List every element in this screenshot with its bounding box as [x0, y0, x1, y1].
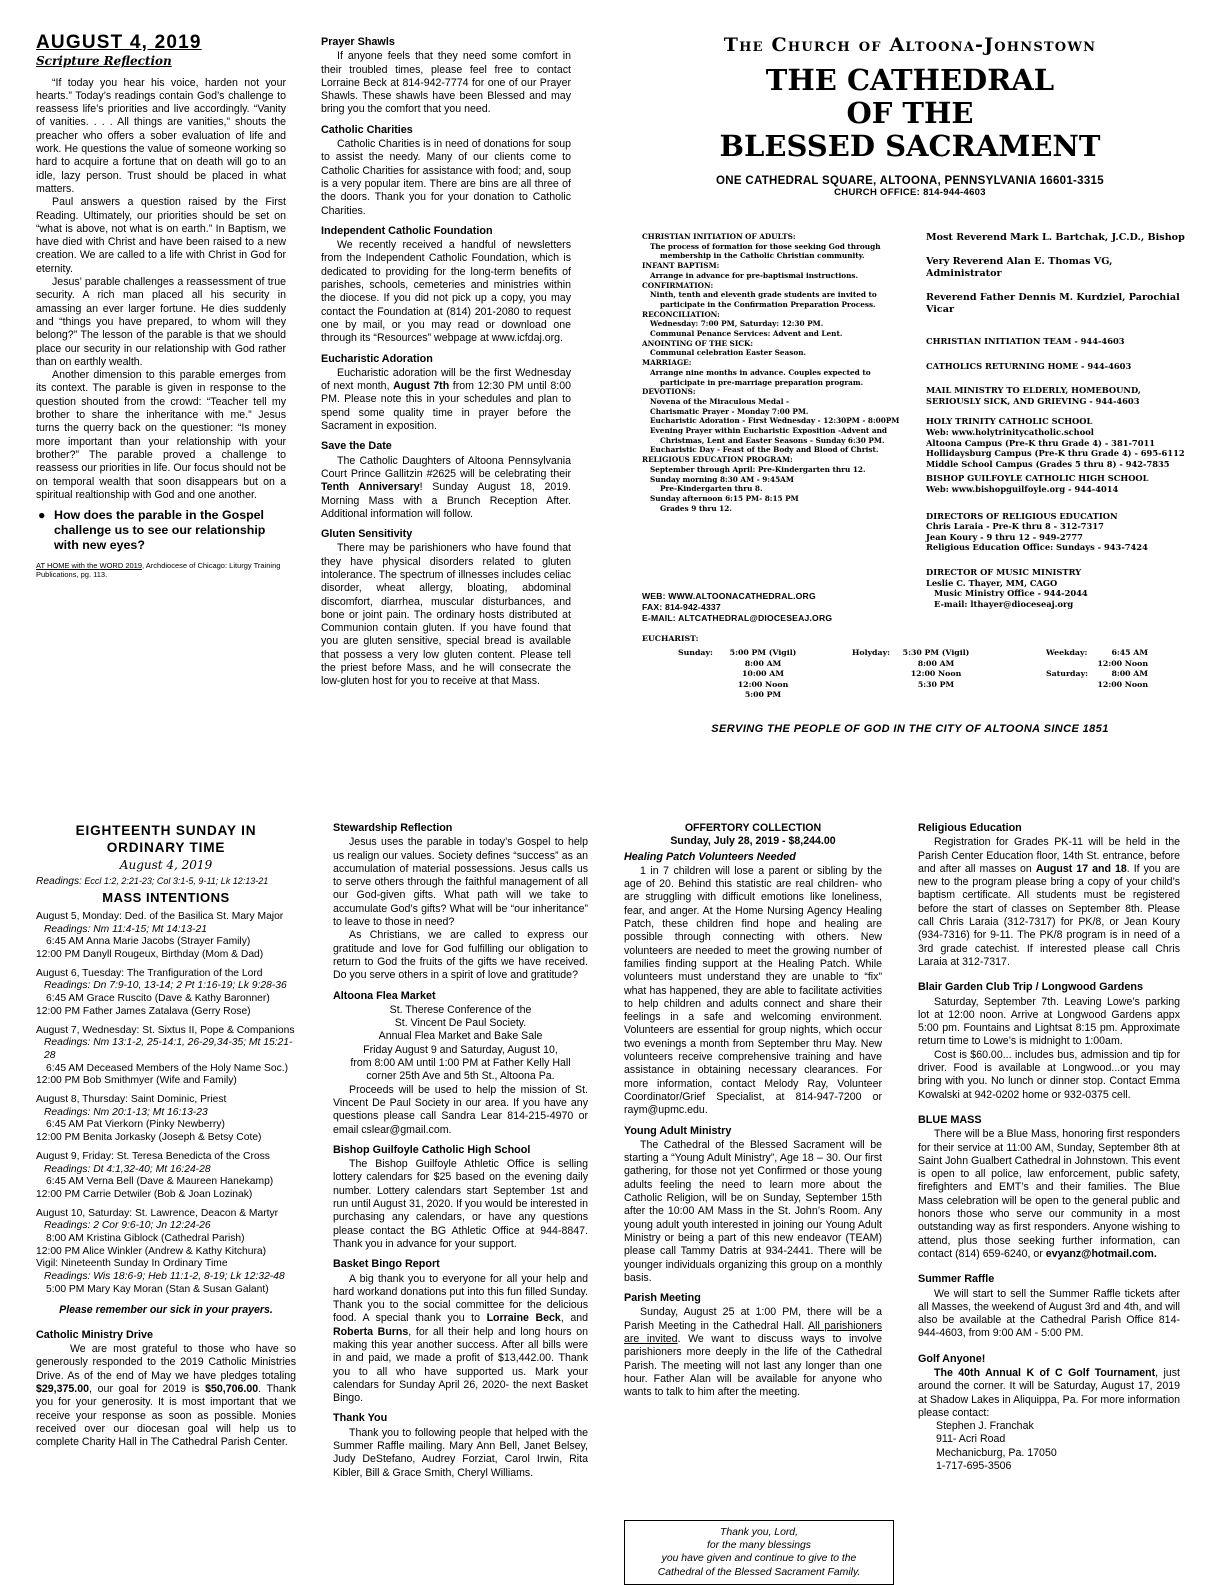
info-detail: participate in pre-marriage preparation program.: [660, 377, 864, 387]
section-heading: Summer Raffle: [918, 1273, 995, 1286]
info-detail: Ninth, tenth and eleventh grade students are invited to: [650, 290, 877, 300]
mass-time: 5:00 PM: [744, 690, 782, 700]
mass-time-intention: 6:45 AM Deceased Members of the Holy Name Soc.): [46, 1062, 289, 1074]
church-name: The Church of Altoona-Johnstown: [723, 34, 1097, 56]
section-heading: Thank You: [333, 1412, 388, 1425]
mass-time-intention: 12:00 PM Bob Smithmyer (Wife and Family): [36, 1075, 237, 1087]
sunday-title: EIGHTEENTH SUNDAY IN ORDINARY TIME: [75, 823, 257, 855]
clergy-vicar: Reverend Father Dennis M. Kurdziel, Parochial Vicar: [926, 292, 1180, 315]
info-category: ANOINTING OF THE SICK:: [642, 338, 754, 348]
info-detail: Wednesday: 7:00 PM, Saturday: 12:30 PM.: [650, 319, 824, 329]
mass-time: 10:00 AM: [742, 669, 784, 679]
info-detail: Evening Prayer within Eucharistic Exposition -Advent and: [650, 426, 887, 436]
section-heading: Stewardship Reflection: [333, 822, 453, 834]
info-detail: Communal celebration Easter Season.: [650, 348, 807, 358]
mass-intention-list: [36, 911, 296, 1297]
info-detail: Charismatic Prayer - Monday 7:00 PM.: [650, 406, 809, 416]
mass-day-title: August 10, Saturday: St. Lawrence, Deacon & Martyr: [36, 1207, 279, 1219]
section-text: Saturday, September 7th. Leaving Lowe’s parking lot at 12:00 noon. Arrive at Longwood Gardens appx 5:00 pm. Fountains and Lightsat 8:15 pm. Approximate return time to Lowe’s is midnight to 1:00am.: [918, 995, 1180, 1048]
thank-you-box: Thank you, Lord, for the many blessings you have given and continue to give to the Cathedral of the Blessed Sacrament Family.: [624, 1520, 894, 1585]
sunday-readings: Readings: Eccl 1:2, 2:21-23; Col 3:1-5, 9-11; Lk 12:13-21: [36, 876, 269, 888]
religious-education-column: [918, 822, 1180, 1473]
info-category: INFANT BAPTISM:: [642, 261, 720, 271]
music-contact: E-mail: lthayer@dioceseaj.org: [934, 598, 1074, 609]
info-detail: Communal Penance Services: Advent and Lent.: [650, 329, 843, 339]
section-heading: Catholic Ministry Drive: [36, 1328, 153, 1341]
section-text: The Catholic Daughters of Altoona Pennsylvania Court Prince Gallitzin #2625 will be celebrating their Tenth Anniversary! Sunday August 18, 2019. Morning Mass with a Brunch Reception After. Additional information will follow.: [321, 454, 572, 520]
mass-time: 8:00 AM: [917, 658, 955, 668]
mass-day-readings: Readings: Nm 20:1-13; Mt 16:13-23: [44, 1106, 208, 1118]
section-heading: Altoona Flea Market: [333, 989, 436, 1002]
mass-time: 12:00 Noon: [737, 679, 789, 689]
reflection-paragraph: Paul answers a question raised by the First Reading. Ultimately, our priorities should be set on “what is above, not what is on earth.” In Baptism, we have died with Christ and have been raised to a new creation. We are called to a life with Christ in God for eternity.: [36, 196, 286, 275]
info-detail: Arrange in advance for pre-baptismal instructions.: [650, 270, 859, 280]
mass-time-intention: Vigil: Nineteenth Sunday In Ordinary Time: [36, 1258, 228, 1270]
section-heading: Independent Catholic Foundation: [321, 224, 493, 237]
mass-intention-day: [36, 911, 296, 962]
mass-time-intention: 5:00 PM Mary Kay Moran (Stan & Susan Galant): [46, 1283, 269, 1295]
holy-trinity-school: HOLY TRINITY CATHOLIC SCHOOL: [926, 416, 1093, 427]
announcements-column-bottom: Stewardship Reflection Jesus uses the parable in today’s Gospel to help us realign our values. Society defines “success” as an accumulation of material possessions. Jesus calls us to serve others through the faithful management of all our God-given gifts. What path will we take to accumulate God’s gifts? What will be “our inheritance” to leave to those in need? As Christians, we are called to express our gratitude and love for God fulfilling our obligation to return to God the fruits of the gifts we have received. Do you serve others in a spirit of love and gratitude? Altoona Flea Market St. Therese Conference of the St. Vincent De Paul Society. Annual Flea Market and Bake Sale Friday August 9 and Saturday, August 10, from 8:00 AM until 1:00 PM at Father Kelly Hall corner 25th Ave and 5th St., Altoona Pa. Proceeds will be used to help the mission of St. Vincent De Paul Society in our area. If you have any questions please call Sandra Lear 814-215-4970 or email cslear@gmail.com. Bishop Guilfoyle Catholic High School The Bishop Guilfoyle Athletic Office is selling lottery calendars for $25 based on the evening daily number. Lottery calendars start September 1st and run until August 31, 2020. If you would be interested in purchasing any calendars, or have any questions please contact the BG Athletic Office at 944-8847. Thank you in advance for your support. Basket Bingo Report A big thank you to everyone for all your help and hard workand donations put into this fun filled Sunday. Thank you to the social committee for the delicious food. A special thank you to Lorraine Beck, and Roberta Burns, for all their help and long hours on making this year another success. After all bills were in and paid, we made a profit of $13,442.00. Thank you to all who have supported us. Mark your calendars for Sunday April 26, 2020- the next Basket Bingo. Thank You Thank you to following people that helped with the Summer Raffle mailing. Mary Ann Bell, Janet Belsey, Judy DeStefano, Audrey Forziat, Carol Irwin, Rita Kibler, Bill & Grace Smith, Cheryl Williams.: [333, 822, 589, 1479]
mass-time-intention: 12:00 PM Danyll Rougeux, Birthday (Mom & Dad): [36, 949, 264, 960]
mass-day-title: August 5, Monday: Ded. of the Basilica St. Mary Major: [36, 910, 284, 922]
info-detail: Sunday afternoon 6:15 PM- 8:15 PM: [650, 493, 799, 503]
staff-directory: [926, 232, 1188, 609]
mass-day-title: August 7, Wednesday: St. Sixtus II, Pope & Companions: [36, 1024, 295, 1036]
sunday-times: [720, 648, 806, 700]
section-heading: Blair Garden Club Trip / Longwood Gardens: [918, 981, 1143, 994]
holyday-times: [896, 648, 976, 690]
music-contact: Leslie C. Thayer, MM, CAGO: [926, 577, 1058, 588]
mass-time: 5:30 PM: [917, 679, 955, 689]
mass-time-intention: 12:00 PM Father James Zatalava (Gerry Rose): [36, 1005, 251, 1017]
mass-time: 12:00 Noon: [1097, 658, 1148, 668]
section-text: Sunday, August 25 at 1:00 PM, there will be a Parish Meeting in the Cathedral Hall. All parishioners are invited. We want to discuss ways to involve parishioners more deeply in the life of the Cathedral Parish. The meeting will not last any longer than one hour. Father Alan will be available for anyone who wants to talk to him after the meeting.: [624, 1306, 882, 1399]
dre-heading: DIRECTORS OF RELIGIOUS EDUCATION: [926, 510, 1118, 521]
section-text: Catholic Charities is in need of donations for soup to assist the needy. Many of our clients come to Catholic Charities for assistance with food; and, soup is a very popular item. There are bins are all three of the doors. Thank you for your donation to Catholic Charities.: [321, 138, 571, 217]
reflection-paragraph: Jesus’ parable challenges a reassessment of true security. A rich man placed all his security in amassing an ever larger fortune. He dies suddenly and “things you have prepared, to whom will they belong?” The lesson of the parable is that we should place our security in our relationship with God rather than on earthly wealth.: [36, 276, 286, 368]
contact-web: [642, 591, 832, 624]
section-heading: Catholic Charities: [321, 123, 413, 136]
info-detail: September through April: Pre-Kindergarten thru 12.: [650, 464, 866, 474]
section-text: There will be a Blue Mass, honoring first responders for their service at 11:00 AM, Sunday, September 8th at Saint John Gualbert Cathedral in Johnstown. This event is open to all police, law enforcement, public safety, firefighters and EMT’s and their families. The Blue Mass celebration will be open to the general public and honors those who serve our community in a most outstanding way as first responders. Anyone wishing to attend, plus those seeking further information, can contact (814) 659-6240, or evyanz@hotmail.com.: [918, 1128, 1180, 1260]
dre-contact: Jean Koury - 9 thru 12 - 949-2777: [926, 531, 1083, 542]
mass-time-intention: 8:00 AM Kristina Giblock (Cathedral Parish): [46, 1233, 245, 1245]
section-text: We are most grateful to those who have so generously responded to the 2019 Catholic Ministries Drive. As of the end of May we have pledges totaling $29,375.00, our goal for 2019 is $50,706.00. Thank you for your generosity. It is most important that we receive your response as soon as possible. Monies received over our diocesan goal will help us to complete Charity Hall in The Cathedral Parish Center.: [36, 1343, 296, 1449]
office-phone: CHURCH OFFICE: 814-944-4603: [834, 187, 986, 198]
info-detail: Eucharistic Adoration - First Wednesday - 12:30PM - 8:00PM: [650, 416, 900, 426]
section-heading: Religious Education: [918, 822, 1022, 834]
eucharist-heading: EUCHARIST:: [642, 634, 699, 643]
info-detail: Sunday morning 8:30 AM - 9:45AM: [650, 474, 794, 484]
info-detail: Christmas, Lent and Easter Seasons - Sunday 6:30 PM.: [660, 435, 885, 445]
mass-day-title: August 8, Thursday: Saint Dominic, Priest: [36, 1094, 227, 1106]
reflection-paragraph: “If today you hear his voice, harden not your hearts.” Today’s readings contain God’s challenge to reassess life’s priorities and live accordingly. “Vanity of vanities. . . . All things are vanities,” shouts the preacher who offers a sober evaluation of life and work. He questions the value of someone working so hard to acquire a fortune that on death will go to an idle, lazy person. Trust should be placed in what matters.: [36, 76, 286, 195]
mass-time: 12:00 Noon: [910, 669, 962, 679]
mass-time-intention: 12:00 PM Carrie Detwiler (Bob & Joan Lozinak): [36, 1188, 253, 1200]
bishop-guilfoyle: BISHOP GUILFOYLE CATHOLIC HIGH SCHOOL: [926, 473, 1149, 484]
mass-intentions-column: [36, 822, 296, 1450]
mass-day-readings: Readings: Nm 11:4-15; Mt 14:13-21: [44, 923, 207, 935]
section-text: Cost is $60.00... includes bus, admission and tip for driver. Food is available at Longwood...or you may bring with you. No lunch or dinner stop. Contact Emma Kowalski at 942-0202 home or 932-0375 cell.: [918, 1048, 1180, 1101]
mass-day-title: August 6, Tuesday: The Tranfiguration of the Lord: [36, 967, 263, 979]
section-text: As Christians, we are called to express our gratitude and love for God fulfilling our obligation to return to God the fruits of the gifts we have received. Do you serve others in a spirit of love and gratitude?: [333, 929, 588, 982]
mass-intention-day: [36, 1094, 296, 1145]
info-detail: Arrange nine months in advance. Couples expected to: [650, 367, 871, 377]
bishop-guilfoyle-web: Web: www.bishopguilfoyle.org - 944-4014: [926, 483, 1119, 494]
dre-contact: Religious Education Office: Sundays - 943-7424: [926, 542, 1148, 553]
offertory-column: [624, 822, 882, 1399]
mass-intention-day: [36, 1208, 296, 1297]
dre-contact: Chris Laraia - Pre-K thru 8 - 312-7317: [926, 521, 1104, 532]
mass-time-intention: 12:00 PM Benita Jorkasky (Joseph & Betsy Cote): [36, 1132, 262, 1144]
section-text: Proceeds will be used to help the mission of St. Vincent De Paul Society in our area. If you have any questions please call Sandra Lear 814-215-4970 or email cslear@gmail.com.: [333, 1083, 588, 1136]
reflection-paragraph: Another dimension to this parable emerges from its context. The parable is given in response to the question shouted from the crowd: “Teacher tell my brother to share the inheritance with me.” Jesus turns the querry back on the questioner: “Is money more important than your relationship with your brother?” The parable proved a challenge to reassess our priorities in life. Our focus should not be on temporal wealth that soon disappears but on a spiritual realtionship with God and one another.: [36, 369, 286, 501]
section-text: We recently received a handful of newsletters from the Independent Catholic Foundation, which is dedicated to providing for the long-term benefits of parishes, schools, cemeteries and ministries within the diocese. If you did not pick up a copy, you may contact the Foundation at (814) 201-2080 to request one by mail, or you may read or download one through its “Resources” webpage at www.icfdaj.org.: [321, 239, 571, 345]
info-category: CONFIRMATION:: [642, 280, 714, 290]
mass-time: 6:45 AM: [1111, 648, 1148, 658]
section-heading: BLUE MASS: [918, 1113, 982, 1126]
section-text: Jesus uses the parable in today’s Gospel to help us realign our values. Society defines “success” as an accumulation of material possessions. Jesus calls us to serve others through the faithful management of all our God-given gifts. What path will we take to accumulate God’s gifts? What will be “our inheritance” to leave to those in need?: [333, 836, 588, 929]
section-text: The Bishop Guilfoyle Athletic Office is selling lottery calendars for $25 based on the evening daily number. Lottery calendars start September 1st and run until August 31, 2020. If you would be interested in purchasing any calendars, or have any questions please contact the BG Athletic Office at 944-8847. Thank you in advance for your support.: [333, 1158, 589, 1250]
clergy-bishop: Most Reverend Mark L. Bartchak, J.C.D., Bishop: [926, 232, 1185, 243]
mail-ministry: MAIL MINISTRY TO ELDERLY, HOMEBOUND,: [926, 385, 1141, 396]
mass-day-readings: Readings: Wis 18:6-9; Heb 11:1-2, 8-19; Lk 12:32-48: [44, 1271, 285, 1283]
campus: Altoona Campus (Pre-K thru Grade 4) - 381-7011: [926, 437, 1156, 448]
mass-time: 8:00 AM: [744, 658, 782, 668]
info-category: MARRIAGE:: [642, 358, 692, 368]
info-detail: The process of formation for those seeking God through: [650, 241, 881, 251]
section-heading: Golf Anyone!: [918, 1352, 986, 1365]
mass-intention-day: [36, 968, 296, 1019]
section-text: A big thank you to everyone for all your help and hard workand donations put into this fun filled Sunday. Thank you to the social committee for the delicious food. A special thank you to Lorraine Beck, and Roberta Burns, for all their help and long hours on making this year another success. After all bills were in and paid, we made a profit of $13,442.00. Thank you to all who have supported us. Mark your calendars for Sunday April 26, 2020- the next Basket Bingo.: [333, 1272, 589, 1405]
mass-day-readings: Readings: Dn 7:9-10, 13-14; 2 Pt 1:16-19; Lk 9:28-36: [44, 980, 287, 992]
cathedral-name: THE CATHEDRAL OF THE BLESSED SACRAMENT: [719, 63, 1101, 163]
info-detail: Grades 9 thru 12.: [660, 503, 732, 513]
info-detail: Novena of the Miraculous Medal -: [650, 396, 790, 406]
serving-tagline: SERVING THE PEOPLE OF GOD IN THE CITY OF ALTOONA SINCE 1851: [711, 723, 1109, 735]
eucharist-schedule: EUCHARIST: Sunday: 5:00 PM (Vigil) 8:00 AM 10:00 AM 12:00 Noon 5:00 PM Holyday: 5:30 PM (Vigil) 8:00 AM 12:00 Noon 5:30 PM Weekday: Saturday: 6:45 AM 12:00 Noon 8:00 AM 12:00 Noon: [642, 634, 1182, 706]
announcements-column-top: [321, 36, 571, 689]
info-detail: Pre-Kindergarten thru 8.: [660, 484, 763, 494]
music-heading: DIRECTOR OF MUSIC MINISTRY: [926, 566, 1082, 577]
info-detail: Eucharistic Day - Feast of the Body and Blood of Christ.: [650, 445, 879, 455]
address: ONE CATHEDRAL SQUARE, ALTOONA, PENNSYLVANIA 16601-3315: [716, 175, 1104, 187]
mass-time: 8:00 AM: [1111, 669, 1148, 679]
holy-trinity-web: Web: www.holytrinitycatholic.school: [926, 426, 1094, 437]
mass-time-intention: 6:45 AM Pat Vierkorn (Pinky Newberry): [46, 1119, 225, 1131]
sick-prayers-note: Please remember our sick in your prayers.: [59, 1303, 273, 1316]
mass-intention-day: [36, 1151, 296, 1202]
bulletin-date: AUGUST 4, 2019: [36, 32, 202, 53]
mass-day-readings: Readings: Nm 13:1-2, 25-14:1, 26-29,34-35; Mt 15:21-28: [44, 1037, 293, 1061]
citation: AT HOME with the WORD 2019, Archdiocese of Chicago: Liturgy Training Publications, pg. 113.: [36, 561, 281, 580]
campus: Middle School Campus (Grades 5 thru 8) - 942-7835: [926, 458, 1170, 469]
mass-time-intention: 6:45 AM Anna Marie Jacobs (Strayer Family): [46, 936, 251, 948]
section-text: Eucharistic adoration will be the first Wednesday of next month, August 7th from 12:30 PM until 8:00 PM. Please note this in your schedules and plan to spend some quality time in prayer before the Sacrament in exposition.: [321, 366, 571, 433]
golf-contact: Stephen J. Franchak 911- Acri Road Mechanicburg, Pa. 17050 1-717-695-3506: [936, 1420, 1057, 1473]
mass-day-readings: Readings: 2 Cor 9:6-10; Jn 12:24-26: [44, 1220, 211, 1232]
section-text: Registration for Grades PK-11 will be held in the Parish Center Education floor, 14th St. entrance, before and after all masses on August 17 and 18. If you are new to the program please bring a copy of your child’s baptism certificate. All students must be registered before the start of classes on September 8th. Please call Chris Laraia (312-7317) for PK/8, or Jean Koury (934-7316) for 9-11. The PK/8 program is in need of a 3rd grade catechist. If interested please call Chris Laraia at 312-7317.: [918, 836, 1180, 968]
mass-intentions-heading: MASS INTENTIONS: [102, 889, 230, 905]
info-category: RELIGIOUS EDUCATION PROGRAM:: [642, 455, 793, 465]
mass-time-intention: 6:45 AM Verna Bell (Dave & Maureen Hanekamp): [46, 1176, 274, 1188]
bullet-icon: ●: [38, 508, 46, 523]
mass-time: 5:00 PM (Vigil): [729, 648, 797, 658]
campus: Hollidaysburg Campus (Pre-K thru Grade 4) - 695-6112: [926, 448, 1185, 459]
info-category: CHRISTIAN INITIATION OF ADULTS:: [642, 232, 796, 241]
email-link[interactable]: E-MAIL: ALTCATHEDRAL@DIOCESEAJ.ORG: [642, 613, 833, 623]
mass-time-intention: 12:00 PM Alice Winkler (Andrew & Kathy Kitchura): [36, 1245, 267, 1257]
section-text: The 40th Annual K of C Golf Tournament, just around the corner. It will be Saturday, August 17, 2019 at Shadow Lakes in Aliquippa, Pa. For more information please contact:: [918, 1366, 1180, 1419]
scripture-reflection-title: Scripture Reflection: [36, 54, 172, 69]
catholics-returning: CATHOLICS RETURNING HOME - 944-4603: [926, 360, 1132, 371]
section-heading: Prayer Shawls: [321, 36, 395, 48]
mass-time: 12:00 Noon: [1097, 679, 1148, 689]
section-text: 1 in 7 children will lose a parent or sibling by the age of 20. Behind this statistic are real children- who are struggling with difficult emotions like loneliness, fear, and anger. At the Home Nursing Agency Healing Patch, these children find hope and healing are possible through connecting with others. New volunteers are needed to meet the growing number of families finding support at the Healing Patch. While volunteers must understand they are unable to “fix” what has happened, they are able to facilitate activities to help children and adults connect and share their feelings in a safe and welcoming environment. Volunteers are essential for group nights, which occur two evenings a month from September thru May. New volunteers receive comprehensive training and have assistance in obtaining necessary clearances. For more information, contact Melody Ray, Volunteer Coordinator/Grief Specialist, at 814-947-7200 or raym@upmc.edu.: [624, 864, 882, 1117]
reflection-question: ● How does the parable in the Gospel challenge us to see our relationship with new eyes?: [38, 508, 266, 553]
mail-ministry: SERIOUSLY SICK, AND GRIEVING - 944-4603: [926, 395, 1140, 406]
music-contact: Music Ministry Office - 944-2044: [934, 588, 1088, 599]
clergy-administrator: Very Reverend Alan E. Thomas VG, Administrator: [926, 256, 1113, 279]
section-text: Thank you to following people that helped with the Summer Raffle mailing. Mary Ann Bell, Janet Belsey, Judy DeStefano, Audrey Forziat, Carol Irwin, Rita Kibler, Bill & Grace Smith, Cheryl Williams.: [333, 1426, 588, 1479]
info-detail: membership in the Catholic Christian community.: [660, 251, 865, 261]
info-detail: participate in the Confirmation Preparation Process.: [660, 299, 876, 309]
weekday-times: [1092, 648, 1148, 669]
section-heading: Save the Date: [321, 440, 392, 453]
saturday-times: [1092, 669, 1148, 690]
info-category: RECONCILIATION:: [642, 309, 720, 319]
section-heading: Bishop Guilfoyle Catholic High School: [333, 1143, 531, 1156]
initiation-team: CHRISTIAN INITIATION TEAM - 944-4603: [926, 336, 1125, 346]
mass-time-intention: 6:45 AM Grace Ruscito (Dave & Kathy Baronner): [46, 993, 270, 1005]
mass-day-readings: Readings: Dt 4:1,32-40; Mt 16:24-28: [44, 1163, 211, 1175]
sunday-date: August 4, 2019: [119, 858, 213, 872]
section-heading: Young Adult Ministry: [624, 1124, 732, 1137]
section-heading: Basket Bingo Report: [333, 1258, 440, 1271]
mass-time: 5:30 PM (Vigil): [902, 648, 970, 658]
sacraments-info: [642, 232, 910, 513]
section-heading: Eucharistic Adoration: [321, 352, 433, 365]
website-link[interactable]: WEB: WWW.ALTOONACATHEDRAL.ORG: [642, 591, 816, 601]
offertory-heading: OFFERTORY COLLECTION: [684, 822, 822, 834]
section-text: The Cathedral of the Blessed Sacrament will be starting a “Young Adult Ministry”, Age 18 – 30. Our first gathering, for those not yet Confirmed or those young adults feeling the need to learn more about the Catholic Religion, will be on Sunday, September 15th after the 10:00 AM Mass in the St. John’s Room. Any young adult youth interested in joining our Young Adult Ministry or being a part of this new endeavor (TEAM) please call Tammy Datris at 934-2441. There will be younger individuals organizing this group on a monthly basis.: [624, 1138, 882, 1284]
section-text: We will start to sell the Summer Raffle tickets after all Masses, the weekend of August 3rd and 4th, and will also be available at the Cathedral Parish Office 814-944-4603, from 9:00 AM - 5:00 PM.: [918, 1287, 1180, 1340]
masthead: [622, 34, 1198, 198]
info-category: DEVOTIONS:: [642, 387, 696, 397]
mass-intention-day: [36, 1025, 296, 1089]
section-heading: Healing Patch Volunteers Needed: [624, 850, 796, 863]
section-text: There may be parishioners who have found that they have physical disorders related to gluten intolerance. The spectrum of illnesses includes celiac disorder, wheat allergy, bloating, abdominal discomfort, diarrhea, muscular disturbances, and bone or joint pain. The ordinary hosts distributed at Communion contain gluten. If you have found that you are gluten sensitive, special bread is available that possess a very low gluten content. Please tell the priest before Mass, and he will consecrate the low-gluten host for you to receive at that Mass.: [321, 542, 571, 688]
offertory-amount: Sunday, July 28, 2019 - $8,244.00: [670, 835, 836, 848]
fax-number: FAX: 814-942-4337: [642, 602, 721, 612]
section-heading: Parish Meeting: [624, 1292, 701, 1305]
section-text: If anyone feels that they need some comfort in their troubled times, please feel free to contact Lorraine Beck at 814-942-7774 for one of our Prayer Shawls. These shawls have been Blessed and may bring you the comfort that you need.: [321, 50, 571, 116]
scripture-reflection-column: [36, 32, 286, 580]
section-heading: Gluten Sensitivity: [321, 528, 413, 541]
mass-day-title: August 9, Friday: St. Teresa Benedicta of the Cross: [36, 1150, 270, 1162]
